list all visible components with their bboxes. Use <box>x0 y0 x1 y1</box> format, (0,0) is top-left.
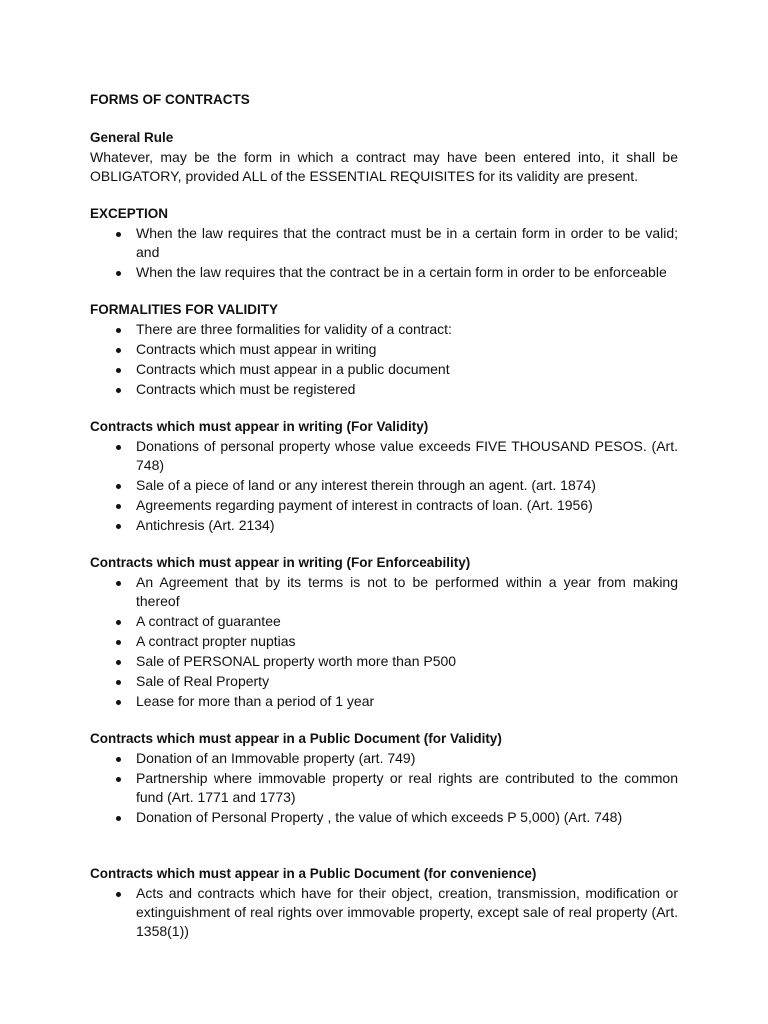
section-heading: Contracts which must appear in a Public Document (for Validity) <box>90 731 502 746</box>
list-item-text: When the law requires that the contract must be in a certain form in order to be valid; and <box>136 225 678 260</box>
section-exception <box>90 204 678 282</box>
list-item-text: Acts and contracts which have for their object, creation, transmission, modification or extinguishment of real rights over immovable property, except sale of real property (Art. 1358(1)) <box>136 885 678 939</box>
list-item <box>90 380 678 399</box>
bullet-icon <box>116 620 121 625</box>
list-item-text: Contracts which must appear in a public document <box>136 361 450 377</box>
bullet-icon <box>116 232 121 237</box>
list-item <box>90 692 678 711</box>
bullet-icon <box>116 524 121 529</box>
list-item <box>90 749 678 768</box>
list-item-text: Lease for more than a period of 1 year <box>136 693 375 709</box>
bullet-icon <box>116 328 121 333</box>
list-item <box>90 320 678 339</box>
list-item <box>90 808 678 827</box>
section-writing-validity <box>90 417 678 535</box>
list-item-text: Antichresis (Art. 2134) <box>136 517 275 533</box>
list-item-text: Donation of Personal Property , the value of which exceeds P 5,000) (Art. 748) <box>136 809 623 825</box>
formalities-list <box>90 320 678 399</box>
bullet-icon <box>116 348 121 353</box>
section-heading: Contracts which must appear in writing (For Enforceability) <box>90 555 471 570</box>
list-item <box>90 516 678 535</box>
section-heading: EXCEPTION <box>90 206 169 221</box>
list-item <box>90 360 678 379</box>
list-item <box>90 612 678 631</box>
section-heading: Contracts which must appear in writing (For Validity) <box>90 419 429 434</box>
list-item-text: Sale of PERSONAL property worth more than P500 <box>136 653 457 669</box>
bullet-icon <box>116 700 121 705</box>
list-item <box>90 652 678 671</box>
list-item <box>90 884 678 941</box>
list-item <box>90 672 678 691</box>
list-item-text: There are three formalities for validity of a contract: <box>136 321 452 337</box>
bullet-icon <box>116 484 121 489</box>
list-item-text: A contract propter nuptias <box>136 633 296 649</box>
list-item-text: Donations of personal property whose value exceeds FIVE THOUSAND PESOS. (Art. 748) <box>136 438 678 473</box>
list-item-text: Contracts which must appear in writing <box>136 341 377 357</box>
list-item <box>90 632 678 651</box>
list-item-text: Donation of an Immovable property (art. 749) <box>136 750 416 766</box>
document-page <box>90 90 678 942</box>
list-item <box>90 263 678 282</box>
list-item-text: Sale of Real Property <box>136 673 270 689</box>
list-item <box>90 340 678 359</box>
section-public-convenience <box>90 864 678 941</box>
list-item <box>90 476 678 495</box>
list-item <box>90 496 678 515</box>
exception-list <box>90 224 678 282</box>
spacer <box>90 828 678 864</box>
bullet-icon <box>116 757 121 762</box>
bullet-icon <box>116 892 121 897</box>
spacer <box>90 283 678 300</box>
section-general-rule <box>90 128 678 186</box>
writing-validity-list <box>90 437 678 535</box>
list-item-text: An Agreement that by its terms is not to be performed within a year from making thereof <box>136 574 678 609</box>
bullet-icon <box>116 816 121 821</box>
section-formalities <box>90 300 678 399</box>
spacer <box>90 186 678 204</box>
bullet-icon <box>116 271 121 276</box>
spacer <box>90 712 678 729</box>
writing-enforceability-list <box>90 573 678 711</box>
list-item-text: Sale of a piece of land or any interest therein through an agent. (art. 1874) <box>136 477 596 493</box>
bullet-icon <box>116 660 121 665</box>
bullet-icon <box>116 445 121 450</box>
bullet-icon <box>116 581 121 586</box>
bullet-icon <box>116 777 121 782</box>
list-item-text: Contracts which must be registered <box>136 381 356 397</box>
list-item <box>90 437 678 475</box>
section-heading: General Rule <box>90 130 174 145</box>
list-item <box>90 769 678 807</box>
bullet-icon <box>116 640 121 645</box>
bullet-icon <box>116 368 121 373</box>
section-heading: FORMALITIES FOR VALIDITY <box>90 302 278 317</box>
general-rule-text: Whatever, may be the form in which a contract may have been entered into, it shall be OBLIGATORY, provided ALL of the ESSENTIAL REQUISITES for its validity are present. <box>90 149 678 184</box>
spacer <box>90 110 678 128</box>
spacer <box>90 400 678 417</box>
bullet-icon <box>116 680 121 685</box>
section-writing-enforceability <box>90 553 678 711</box>
spacer <box>90 536 678 553</box>
list-item-text: When the law requires that the contract be in a certain form in order to be enforceable <box>136 264 667 280</box>
list-item-text: Partnership where immovable property or real rights are contributed to the common fund (Art. 1771 and 1773) <box>136 770 678 805</box>
section-heading: Contracts which must appear in a Public Document (for convenience) <box>90 866 537 881</box>
list-item <box>90 573 678 611</box>
bullet-icon <box>116 504 121 509</box>
public-validity-list <box>90 749 678 827</box>
bullet-icon <box>116 388 121 393</box>
list-item <box>90 224 678 262</box>
section-public-validity <box>90 729 678 827</box>
list-item-text: A contract of guarantee <box>136 613 281 629</box>
public-convenience-list <box>90 884 678 941</box>
document-title: FORMS OF CONTRACTS <box>90 92 250 107</box>
list-item-text: Agreements regarding payment of interest in contracts of loan. (Art. 1956) <box>136 497 593 513</box>
